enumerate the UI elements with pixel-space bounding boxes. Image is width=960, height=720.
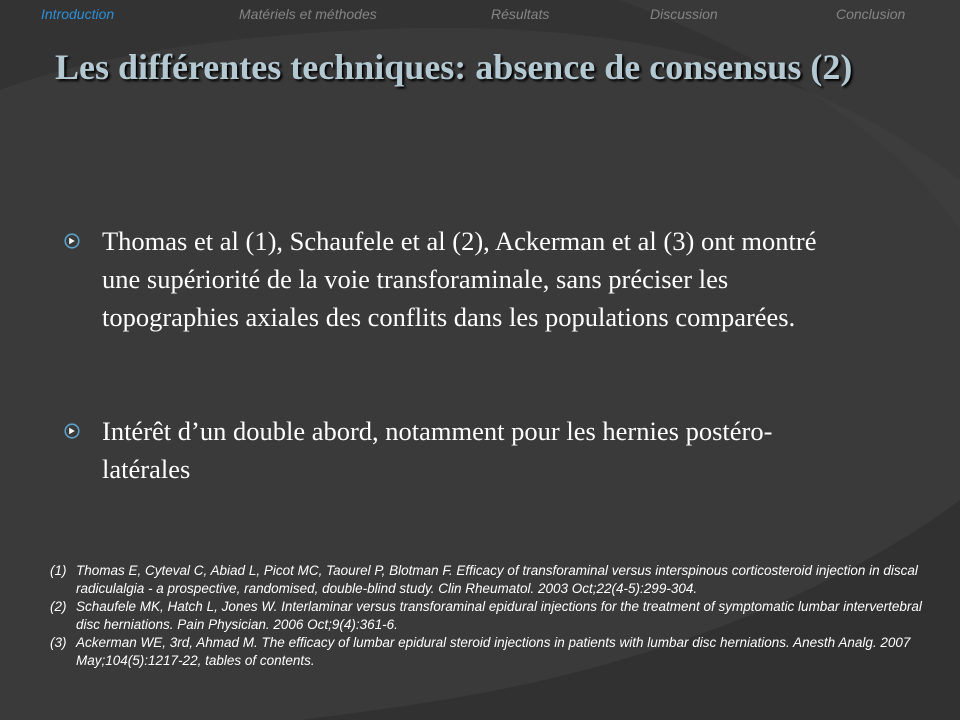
reference-text: Thomas E, Cyteval C, Abiad L, Picot MC, Taourel P, Blotman F. Efficacy of transforaminal versus interspinous corticosteroid injection in discal radiculalgia - a prospective, randomised, double-blind study. Clin Rheumatol. 2003 Oct;22(4-5):299-304. (76, 563, 918, 596)
bullet-text: Thomas et al (1), Schaufele et al (2), Ackerman et al (3) ont montré une supériorité de la voie transforaminale, sans préciser les topographies axiales des conflits dans les populations comparées. (102, 226, 817, 332)
reference-item (50, 634, 930, 670)
reference-text: Schaufele MK, Hatch L, Jones W. Interlaminar versus transforaminal epidural injections for the treatment of symptomatic lumbar intervertebral disc herniations. Pain Physician. 2006 Oct;9(4):361-6. (76, 599, 922, 632)
nav-item-resultats[interactable]: Résultats (491, 6, 550, 22)
slide-title: Les différentes techniques: absence de consensus (2) (55, 47, 853, 87)
reference-number: (1) (50, 563, 67, 578)
circled-dot-arrow-icon (64, 233, 80, 249)
references (50, 562, 930, 670)
reference-text: Ackerman WE, 3rd, Ahmad M. The efficacy of lumbar epidural steroid injections in patients with lumbar disc herniations. Anesth Analg. 2007 May;104(5):1217-22, tables of contents. (76, 635, 911, 668)
bullet-item (64, 412, 844, 488)
nav-item-discussion[interactable]: Discussion (650, 6, 718, 22)
reference-item (50, 598, 930, 634)
section-nav (0, 6, 960, 26)
nav-item-conclusion[interactable]: Conclusion (836, 6, 906, 22)
bullet-item (64, 222, 844, 336)
bullet-list (64, 222, 844, 488)
reference-number: (2) (50, 599, 67, 614)
nav-item-materiels-et-methodes[interactable]: Matériels et méthodes (239, 6, 377, 22)
bullet-text: Intérêt d’un double abord, notamment pour les hernies postéro-latérales (102, 416, 773, 484)
reference-item (50, 562, 930, 598)
reference-number: (3) (50, 635, 67, 650)
nav-item-introduction[interactable]: Introduction (41, 6, 115, 22)
circled-dot-arrow-icon (64, 423, 80, 439)
